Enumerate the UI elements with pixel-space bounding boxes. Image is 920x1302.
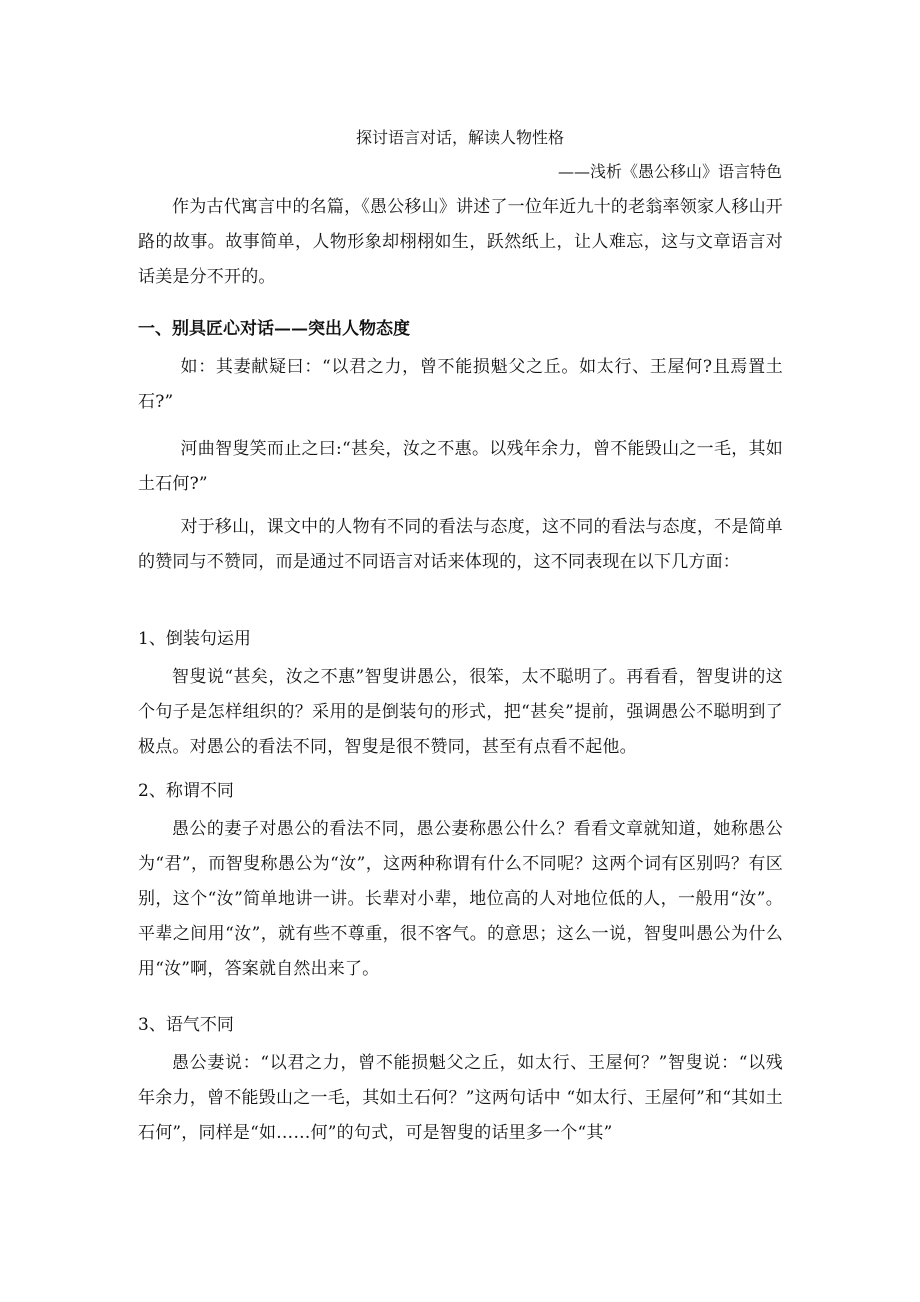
point-heading-2: 2、称谓不同	[138, 781, 234, 801]
point-paragraph-3: 愚公妻说：“以君之力，曾不能损魁父之丘，如太行、王屋何？”智叟说：“以残年余力，曾不能毁山之一毛，其如土石何？”这两句话中 “如太行、王屋何”和“其如土石何”，同样是“如……何”的句式，可是智叟的话里多一个“其”	[138, 1053, 783, 1143]
article-title: 探讨语言对话，解读人物性格	[355, 128, 564, 147]
point-heading-3: 3、语气不同	[138, 1015, 234, 1035]
section-heading-1: 一、别具匠心对话——突出人物态度	[138, 319, 410, 339]
attitude-paragraph: 对于移山，课文中的人物有不同的看法与态度，这不同的看法与态度，不是简单的赞同与不赞同，而是通过不同语言对话来体现的，这不同表现在以下几方面：	[138, 517, 783, 572]
quote-wife-paragraph: 如：其妻献疑曰：“以君之力，曾不能损魁父之丘。如太行、王屋何?且焉置土石?”	[138, 357, 783, 412]
point-paragraph-2: 愚公的妻子对愚公的看法不同，愚公妻称愚公什么？看看文章就知道，她称愚公为“君”，而智叟称愚公为“汝”，这两种称谓有什么不同呢？这两个词有区别吗？有区别，这个“汝”简单地讲一讲。长辈对小辈，地位高的人对地位低的人，一般用“汝”。平辈之间用“汝”，就有些不尊重，很不客气。的意思；这么一说，智叟叫愚公为什么用“汝”啊，答案就自然出来了。	[138, 819, 783, 979]
point-heading-1: 1、倒装句运用	[138, 629, 251, 649]
intro-paragraph: 作为古代寓言中的名篇，《愚公移山》讲述了一位年近九十的老翁率领家人移山开路的故事。故事简单，人物形象却栩栩如生，跃然纸上，让人难忘，这与文章语言对话美是分不开的。	[138, 197, 783, 287]
point-paragraph-1: 智叟说“甚矣，汝之不惠”智叟讲愚公，很笨，太不聪明了。再看看，智叟讲的这个句子是怎样组织的？采用的是倒装句的形式，把“甚矣”提前，强调愚公不聪明到了极点。对愚公的看法不同，智叟是很不赞同，甚至有点看不起他。	[138, 667, 783, 757]
article-subtitle: ——浅析《愚公移山》语言特色	[557, 162, 782, 181]
quote-zhisou-paragraph: 河曲智叟笑而止之曰:“甚矣，汝之不惠。以残年余力，曾不能毁山之一毛，其如土石何?”	[138, 439, 783, 494]
